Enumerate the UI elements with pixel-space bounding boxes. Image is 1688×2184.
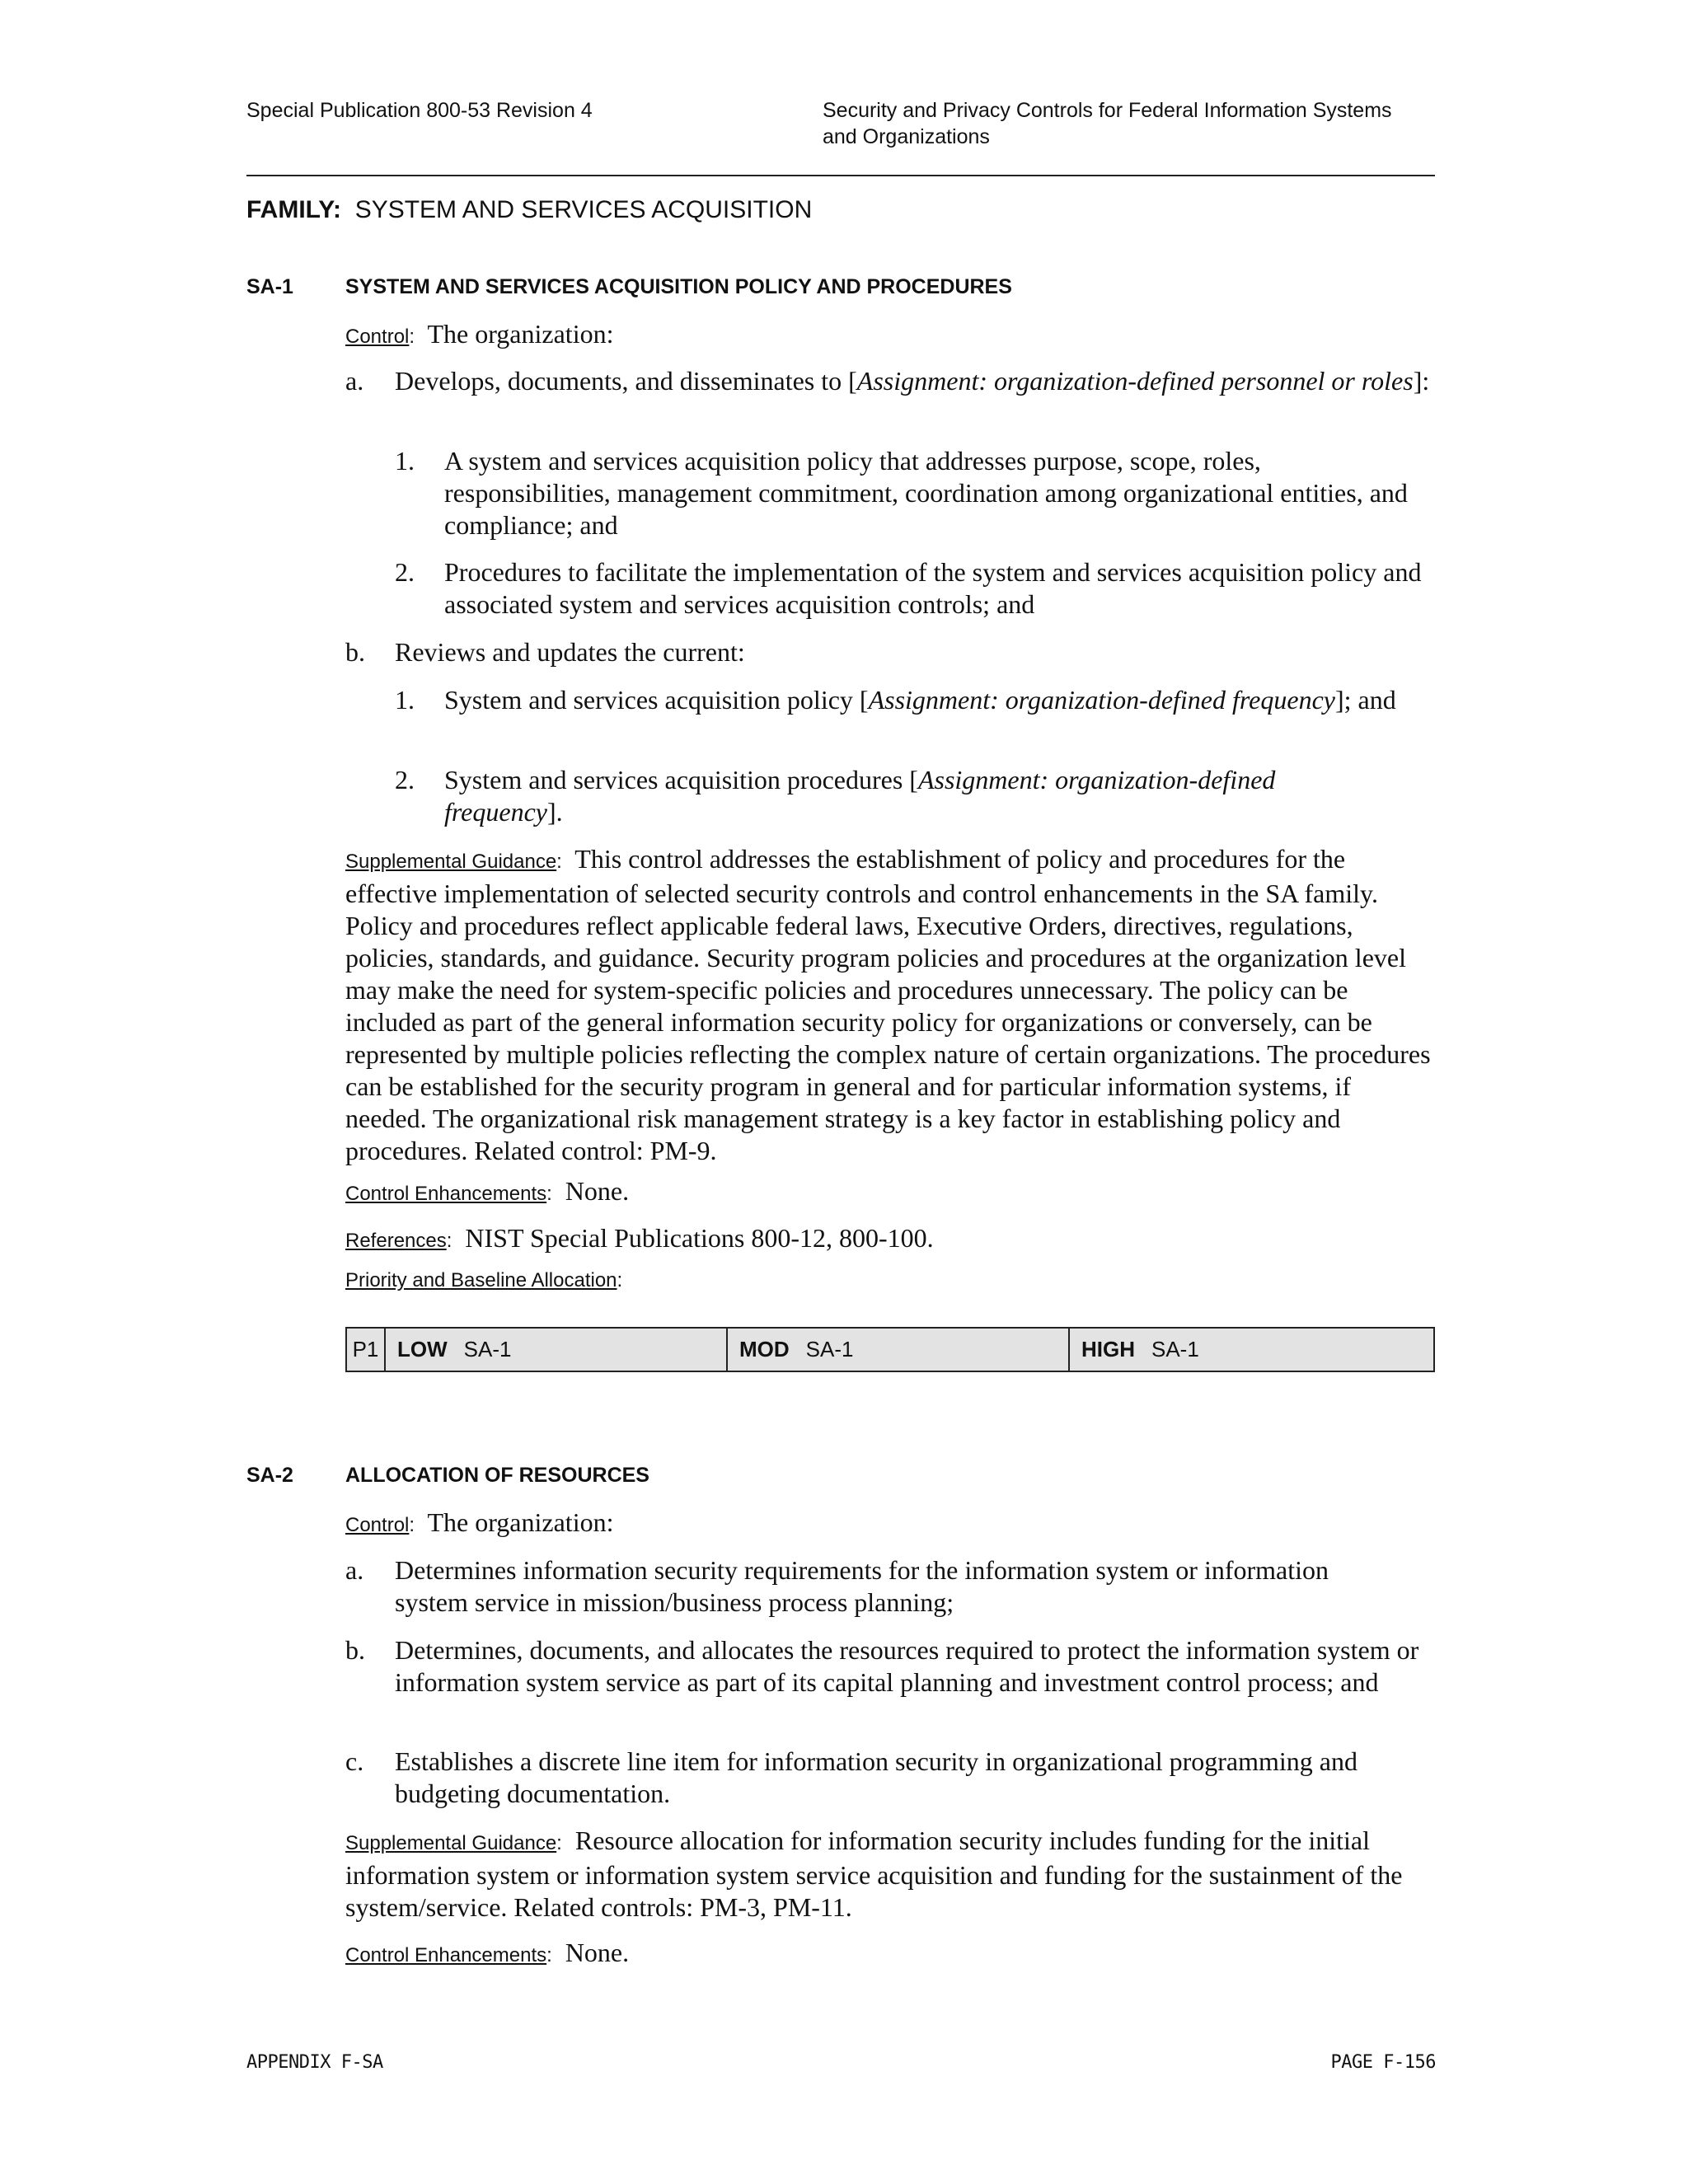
footer-appendix: APPENDIX F-SA: [246, 2052, 383, 2073]
sa1-ref-text: NIST Special Publications 800-12, 800-100.: [465, 1223, 934, 1253]
sa1-item-b2: System and services acquisition procedures [Assignment: organization-defined frequency].: [444, 765, 1276, 827]
priority-row: [346, 1328, 1434, 1371]
sa2-item-c: Establishes a discrete line item for information security in organizational programming and budgeting documentation.: [395, 1746, 1357, 1808]
header-publication: Special Publication 800-53 Revision 4: [246, 99, 593, 122]
sa2-item-a: Determines information security requirements for the information system or information system service in mission/business process planning;: [395, 1555, 1329, 1617]
sa1-item-a: Develops, documents, and disseminates to [Assignment: organization-defined personnel or roles]:: [395, 366, 1430, 396]
sa2-control-label: Control: [345, 1514, 410, 1536]
sa2-id: SA-2: [246, 1464, 293, 1487]
sa1-control-label: Control: [345, 326, 410, 348]
sa1-prio-label: Priority and Baseline Allocation: [345, 1269, 617, 1291]
sa1-id: SA-1: [246, 275, 293, 298]
baseline-low-label: LOW: [397, 1337, 448, 1361]
baseline-low-value: SA-1: [463, 1337, 512, 1361]
sa2-control-intro: The organization:: [427, 1507, 614, 1537]
sa1-a2-marker: 2.: [395, 557, 415, 587]
priority-code: P1: [346, 1328, 385, 1371]
sa2-control: Control: The organization:: [345, 1507, 614, 1537]
sa1-title: SYSTEM AND SERVICES ACQUISITION POLICY AND PROCEDURES: [345, 275, 1012, 298]
sa2-c-marker: c.: [345, 1746, 364, 1776]
sa2-a-marker: a.: [345, 1555, 364, 1585]
sa2-enh-text: None.: [565, 1938, 630, 1967]
sa1-supplemental-guidance: Supplemental Guidance: This control addresses the establishment of policy and procedures for the effective implementation of selected security controls and control enhancements in the SA family. Policy and procedures reflect applicable federal laws, Executive Orders, directives, regulations, policies, standards, and guidance. Security program policies and procedures at the organization level may make the need for system-specific policies and procedures unnecessary. The policy can be included as part of the general information security policy for organizations or conversely, can be represented by multiple policies reflecting the complex nature of certain organizations. The procedures can be established for the security program in general and for particular information systems, if needed. The organizational risk management strategy is a key factor in establishing policy and procedures. Related control: PM-9.: [345, 844, 1431, 1165]
sa1-supp-text: This control addresses the establishment of policy and procedures for the effective implementation of selected security controls and control enhancements in the SA family. Policy and procedures reflect applicable federal laws, Executive Orders, directives, regulations, policies, standards, and guidance. Security program policies and procedures at the organization level may make the need for system-specific policies and procedures unnecessary. The policy can be included as part of the general information security policy for organizations or conversely, can be represented by multiple policies reflecting the complex nature of certain organizations. The procedures can be established for the security program in general and for particular information systems, if needed. The organizational risk management strategy is a key factor in establishing policy and procedures. Related control: PM-9.: [345, 844, 1431, 1165]
sa1-item-b1: System and services acquisition policy [Assignment: organization-defined frequency]; and: [444, 685, 1396, 715]
sa1-b-marker: b.: [345, 637, 365, 667]
sa2-item-b: Determines, documents, and allocates the resources required to protect the information system or information system service as part of its capital planning and investment control process; and: [395, 1635, 1419, 1697]
baseline-mod-label: MOD: [739, 1337, 790, 1361]
header-divider: [246, 175, 1435, 176]
baseline-high: [1069, 1328, 1434, 1371]
sa1-b1-marker: 1.: [395, 685, 415, 715]
sa1-control-intro: The organization:: [427, 319, 614, 349]
family-heading: [246, 196, 812, 224]
sa1-a-marker: a.: [345, 366, 364, 396]
sa2-b-marker: b.: [345, 1635, 365, 1665]
sa1-control: Control: The organization:: [345, 319, 614, 349]
header-title-line2: and Organizations: [823, 125, 990, 148]
sa1-enh-text: None.: [565, 1176, 630, 1206]
baseline-mod-value: SA-1: [805, 1337, 854, 1361]
sa1-supp-label: Supplemental Guidance: [345, 851, 557, 873]
sa1-b2-marker: 2.: [395, 765, 415, 794]
sa1-enh-label: Control Enhancements: [345, 1183, 547, 1205]
sa1-references: References: NIST Special Publications 800-12, 800-100.: [345, 1223, 934, 1253]
sa2-enh-label: Control Enhancements: [345, 1944, 547, 1966]
baseline-high-label: HIGH: [1081, 1337, 1135, 1361]
header-title-line1: Security and Privacy Controls for Federal Information Systems: [823, 99, 1392, 122]
sa2-control-enhancements: Control Enhancements: None.: [345, 1938, 630, 1967]
baseline-low: [385, 1328, 727, 1371]
sa2-supp-label: Supplemental Guidance: [345, 1832, 557, 1854]
family-name: SYSTEM AND SERVICES ACQUISITION: [354, 196, 813, 223]
sa1-item-a1: A system and services acquisition policy that addresses purpose, scope, roles, responsibilities, management commitment, coordination among organizational entities, and compliance; and: [444, 446, 1408, 540]
baseline-high-value: SA-1: [1151, 1337, 1199, 1361]
baseline-mod: [727, 1328, 1069, 1371]
header-document-title: [823, 97, 1449, 150]
footer-page-number: PAGE F-156: [1330, 2052, 1436, 2073]
sa1-control-enhancements: Control Enhancements: None.: [345, 1176, 630, 1206]
sa1-priority-table: [345, 1327, 1435, 1372]
sa1-item-a2: Procedures to facilitate the implementation of the system and services acquisition policy and associated system and services acquisition controls; and: [444, 557, 1422, 619]
sa2-title: ALLOCATION OF RESOURCES: [345, 1464, 649, 1487]
sa1-a1-marker: 1.: [395, 446, 415, 476]
sa1-ref-label: References: [345, 1230, 447, 1252]
family-label: FAMILY:: [246, 196, 342, 223]
sa1-item-b: Reviews and updates the current:: [395, 637, 745, 667]
sa2-supplemental-guidance: Supplemental Guidance: Resource allocation for information security includes funding for the initial information system or information system service acquisition and funding for the sustainment of the system/service. Related controls: PM-3, PM-11.: [345, 1825, 1403, 1922]
sa2-supp-text: Resource allocation for information security includes funding for the initial information system or information system service acquisition and funding for the sustainment of the system/service. Related controls: PM-3, PM-11.: [345, 1825, 1403, 1922]
sa1-priority-heading: Priority and Baseline Allocation:: [345, 1269, 623, 1291]
